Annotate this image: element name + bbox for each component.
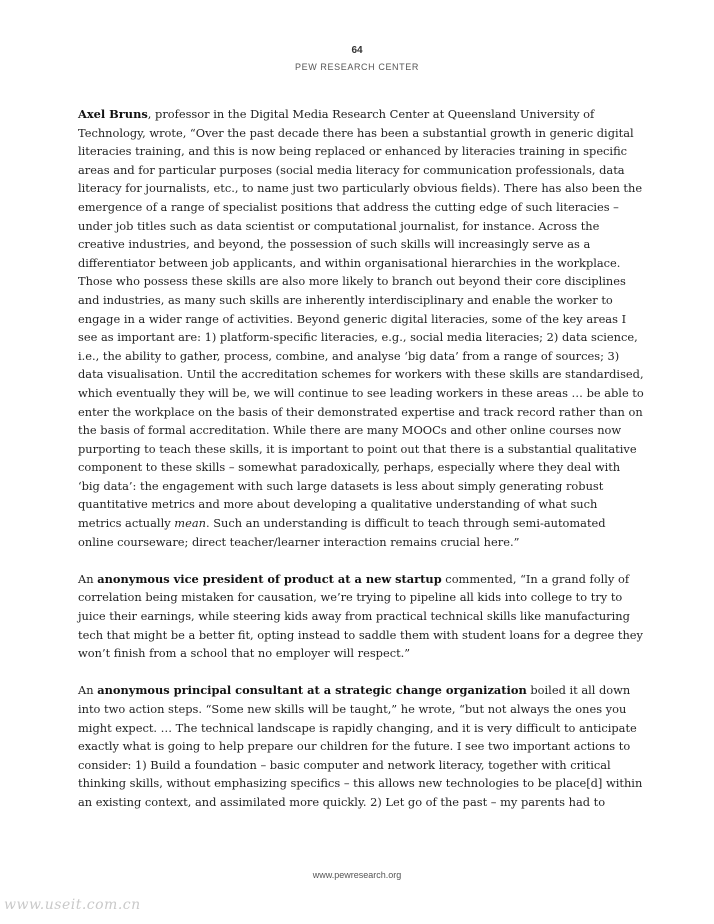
org-header: PEW RESEARCH CENTER [295,62,419,72]
quote-text-end: . Such an understanding is difficult to teach through semi-automated online courseware; direct teacher/learner interaction remains crucial here.” [78,516,606,549]
quote-text: , professor in the Digital Media Research Center at Queensland University of Technology, wrote, “Over the past decade there has been a substantial growth in generic digital literacies training, and this is now being replaced or enhanced by literacies training in specific areas and for particular purposes (social media literacy for communication professionals, data literacy for journalists, etc., to name just two particularly obvious fields). There has also been the emergence of a range of specialist positions that address the cutting edge of such literacies – under job titles such as data scientist or computational journalist, for instance. Across the creative industries, and beyond, the possession of such skills will increasingly serve as a differentiator between job applicants, and within organisational hierarchies in the workplace. Those who possess these skills are also more likely to branch out beyond their core disciplines and industries, as many such skills are inherently interdisciplinary and enable the worker to engage in a wider range of activities. Beyond generic digital literacies, some of the key areas I see as important are: 1) platform-specific literacies, e.g., social media literacies; 2) data science, i.e., the ability to gather, process, combine, and analyse ‘big data’ from a range of sources; 3) data visualisation. Until the accreditation schemes for workers with these skills are standardised, which eventually they will be, we will continue to see leading workers in these areas … be able to enter the workplace on the basis of their demonstrated expertise and track record rather than on the basis of formal accreditation. While there are many MOOCs and other online courses now purporting to teach these skills, it is important to point out that there is a substantial qualitative component to these skills – somewhat paradoxically, perhaps, especially where they deal with ‘big data’: the engagement with such large datasets is less about simply generating robust quantitative metrics and more about developing a qualitative understanding of what such metrics actually [78,107,644,531]
speaker-name: anonymous principal consultant at a strategic change organization [97,683,527,698]
paragraph-vp-product [78,570,644,663]
watermark: www.useit.com.cn [4,897,141,913]
quote-text: boiled it all down into two action steps. “Some new skills will be taught,” he wrote, “but not always the ones you might expect. … The technical landscape is rapidly changing, and it is very difficult to anticipate exactly what is going to help prepare our children for the future. I see two important actions to consider: 1) Build a foundation – basic computer and network literacy, together with critical thinking skills, without emphasizing specifics – this allows new technologies to be place[d] within an existing context, and assimilated more quickly. 2) Let go of the past – my parents had to [78,683,643,809]
article-body [78,105,644,830]
paragraph-axel-bruns [78,105,644,551]
intro-text: An [78,571,98,586]
speaker-name: anonymous vice president of product at a new startup [97,571,442,586]
speaker-name: Axel Bruns [78,107,148,121]
quote-text: commented, “In a grand folly of correlation being mistaken for causation, we’re trying to pipeline all kids into college to try to juice their earnings, while steering kids away from practical technical skills like manufacturing tech that might be a better fit, opting instead to saddle them with student loans for a degree they won’t finish from a school that no employer will respect.” [78,571,643,661]
intro-text: An [78,683,98,698]
paragraph-principal-consultant [78,681,644,811]
page-number: 64 [351,45,363,56]
footer-url: www.pewresearch.org [312,870,402,880]
emphasized-word: mean [174,516,206,531]
